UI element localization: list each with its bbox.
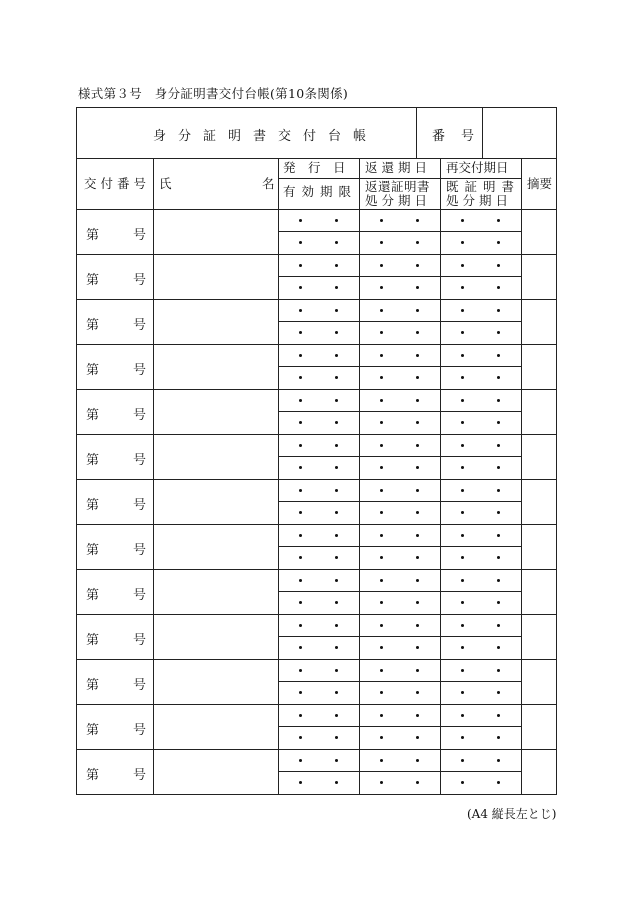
row-prefix: 第: [86, 453, 100, 468]
date-field[interactable]: [441, 502, 520, 524]
row-prefix: 第: [86, 768, 100, 783]
issue-number-field[interactable]: [97, 442, 131, 470]
name-field[interactable]: [154, 344, 278, 389]
date-field[interactable]: [360, 209, 439, 231]
date-field[interactable]: [360, 637, 439, 659]
number-label: 番号: [432, 129, 491, 144]
issue-number-field[interactable]: [97, 532, 131, 560]
date-field[interactable]: [279, 367, 358, 389]
header-valid-until: 有効期限: [283, 184, 358, 199]
date-field[interactable]: [279, 524, 358, 546]
date-field[interactable]: [360, 479, 439, 501]
ledger-table: [76, 107, 557, 795]
name-field[interactable]: [154, 254, 278, 299]
date-field[interactable]: [441, 704, 520, 726]
row-suffix: 号: [133, 498, 147, 513]
date-field[interactable]: [441, 637, 520, 659]
date-field[interactable]: [360, 547, 439, 569]
header-existing-cert-1: 既証明書: [446, 179, 521, 194]
date-field[interactable]: [279, 434, 358, 456]
issue-number-field[interactable]: [97, 487, 131, 515]
row-prefix: 第: [86, 228, 100, 243]
header-existing-cert-2: 処分期日: [446, 193, 513, 208]
remarks-field[interactable]: [522, 299, 556, 344]
date-field[interactable]: [360, 569, 439, 591]
date-field[interactable]: [279, 209, 358, 231]
name-field[interactable]: [154, 209, 278, 254]
row-suffix: 号: [133, 273, 147, 288]
header-issue-number: 交付番号: [84, 176, 151, 191]
date-field[interactable]: [279, 322, 358, 344]
issue-number-field[interactable]: [97, 667, 131, 695]
remarks-field[interactable]: [522, 614, 556, 659]
remarks-field[interactable]: [522, 209, 556, 254]
header-remarks: 摘要: [527, 176, 553, 191]
date-field[interactable]: [279, 277, 358, 299]
table-row: [77, 254, 556, 299]
date-field[interactable]: [360, 727, 439, 749]
name-field[interactable]: [154, 434, 278, 479]
name-field[interactable]: [154, 524, 278, 569]
name-field[interactable]: [154, 659, 278, 704]
table-row: [77, 704, 556, 749]
date-field[interactable]: [360, 254, 439, 276]
date-field[interactable]: [441, 682, 520, 704]
date-field[interactable]: [441, 367, 520, 389]
header-reissue-date: 再交付期日: [446, 160, 509, 175]
row-prefix: 第: [86, 633, 100, 648]
row-prefix: 第: [86, 273, 100, 288]
remarks-field[interactable]: [522, 479, 556, 524]
date-field[interactable]: [441, 457, 520, 479]
name-field[interactable]: [154, 299, 278, 344]
date-field[interactable]: [279, 232, 358, 254]
issue-number-field[interactable]: [97, 262, 131, 290]
issue-number-field[interactable]: [97, 757, 131, 785]
ledger-rows: [77, 209, 556, 794]
date-field[interactable]: [279, 749, 358, 771]
remarks-field[interactable]: [522, 749, 556, 794]
issue-number-field[interactable]: [97, 577, 131, 605]
form-label: 様式第３号 身分証明書交付台帳(第10条関係): [78, 86, 349, 101]
remarks-field[interactable]: [522, 524, 556, 569]
date-field[interactable]: [360, 322, 439, 344]
row-suffix: 号: [133, 768, 147, 783]
remarks-field[interactable]: [522, 704, 556, 749]
date-field[interactable]: [360, 682, 439, 704]
date-field[interactable]: [360, 299, 439, 321]
remarks-field[interactable]: [522, 344, 556, 389]
date-field[interactable]: [441, 569, 520, 591]
row-suffix: 号: [133, 678, 147, 693]
date-field[interactable]: [441, 434, 520, 456]
date-field[interactable]: [279, 479, 358, 501]
row-prefix: 第: [86, 408, 100, 423]
date-field[interactable]: [360, 749, 439, 771]
row-suffix: 号: [133, 633, 147, 648]
table-row: [77, 659, 556, 704]
row-prefix: 第: [86, 318, 100, 333]
date-field[interactable]: [441, 322, 520, 344]
date-field[interactable]: [360, 772, 439, 794]
date-field[interactable]: [441, 614, 520, 636]
date-field[interactable]: [360, 232, 439, 254]
date-field[interactable]: [279, 637, 358, 659]
row-suffix: 号: [133, 228, 147, 243]
number-value-field[interactable]: [482, 108, 556, 158]
date-field[interactable]: [360, 502, 439, 524]
date-field[interactable]: [279, 659, 358, 681]
date-field[interactable]: [360, 524, 439, 546]
name-field[interactable]: [154, 389, 278, 434]
date-field[interactable]: [279, 457, 358, 479]
name-field[interactable]: [154, 479, 278, 524]
date-field[interactable]: [441, 659, 520, 681]
name-field[interactable]: [154, 569, 278, 614]
table-row: [77, 614, 556, 659]
date-field[interactable]: [279, 344, 358, 366]
row-suffix: 号: [133, 453, 147, 468]
issue-number-field[interactable]: [97, 712, 131, 740]
row-prefix: 第: [86, 678, 100, 693]
date-field[interactable]: [360, 457, 439, 479]
date-field[interactable]: [441, 479, 520, 501]
header-issue-date: 発 行 日: [283, 160, 346, 175]
date-field[interactable]: [279, 772, 358, 794]
remarks-field[interactable]: [522, 569, 556, 614]
table-row: [77, 344, 556, 389]
row-suffix: 号: [133, 318, 147, 333]
table-row: [77, 749, 556, 794]
header-name-left: 氏: [159, 176, 172, 191]
row-prefix: 第: [86, 363, 100, 378]
date-field[interactable]: [279, 727, 358, 749]
date-field[interactable]: [279, 389, 358, 411]
date-field[interactable]: [360, 389, 439, 411]
row-suffix: 号: [133, 543, 147, 558]
row-prefix: 第: [86, 588, 100, 603]
number-label-cell: [416, 108, 491, 158]
date-field[interactable]: [441, 412, 520, 434]
issue-number-field[interactable]: [97, 352, 131, 380]
header-name-right: 名: [262, 176, 275, 191]
date-field[interactable]: [360, 659, 439, 681]
date-field[interactable]: [360, 344, 439, 366]
date-field[interactable]: [441, 232, 520, 254]
issue-number-field[interactable]: [97, 217, 131, 245]
name-field[interactable]: [154, 614, 278, 659]
table-row: [77, 569, 556, 614]
date-field[interactable]: [279, 547, 358, 569]
remarks-field[interactable]: [522, 659, 556, 704]
date-field[interactable]: [360, 592, 439, 614]
date-field[interactable]: [279, 569, 358, 591]
remarks-field[interactable]: [522, 254, 556, 299]
remarks-field[interactable]: [522, 434, 556, 479]
row-suffix: 号: [133, 723, 147, 738]
date-field[interactable]: [360, 614, 439, 636]
title-row: [77, 108, 556, 159]
date-field[interactable]: [360, 412, 439, 434]
issue-number-field[interactable]: [97, 397, 131, 425]
date-field[interactable]: [279, 592, 358, 614]
name-field[interactable]: [154, 704, 278, 749]
date-field[interactable]: [441, 547, 520, 569]
header-row: [77, 158, 556, 210]
date-field[interactable]: [441, 299, 520, 321]
ledger-title: 身分証明書交付台帳: [153, 129, 379, 144]
date-field[interactable]: [441, 727, 520, 749]
name-field[interactable]: [154, 749, 278, 794]
header-return-cert-1: 返還証明書: [365, 179, 431, 194]
row-suffix: 号: [133, 363, 147, 378]
date-field[interactable]: [279, 254, 358, 276]
issue-number-field[interactable]: [97, 622, 131, 650]
date-field[interactable]: [360, 704, 439, 726]
table-row: [77, 479, 556, 524]
date-field[interactable]: [279, 502, 358, 524]
table-row: [77, 209, 556, 254]
table-row: [77, 389, 556, 434]
footer-note: (A4 縦長左とじ): [467, 807, 557, 821]
date-field[interactable]: [360, 434, 439, 456]
date-field[interactable]: [441, 344, 520, 366]
date-field[interactable]: [441, 592, 520, 614]
table-row: [77, 524, 556, 569]
row-prefix: 第: [86, 543, 100, 558]
date-field[interactable]: [279, 299, 358, 321]
row-suffix: 号: [133, 408, 147, 423]
remarks-field[interactable]: [522, 389, 556, 434]
table-row: [77, 434, 556, 479]
date-field[interactable]: [279, 412, 358, 434]
date-field[interactable]: [360, 277, 439, 299]
date-field[interactable]: [360, 367, 439, 389]
date-field[interactable]: [279, 682, 358, 704]
date-field[interactable]: [441, 772, 520, 794]
date-field[interactable]: [441, 254, 520, 276]
date-field[interactable]: [441, 209, 520, 231]
header-return-cert-2: 処分期日: [365, 193, 432, 208]
date-field[interactable]: [441, 389, 520, 411]
date-field[interactable]: [279, 614, 358, 636]
date-field[interactable]: [441, 277, 520, 299]
date-field[interactable]: [441, 749, 520, 771]
date-field[interactable]: [441, 524, 520, 546]
row-suffix: 号: [133, 588, 147, 603]
row-prefix: 第: [86, 498, 100, 513]
table-row: [77, 299, 556, 344]
date-field[interactable]: [279, 704, 358, 726]
row-prefix: 第: [86, 723, 100, 738]
header-return-date: 返還期日: [365, 160, 432, 175]
issue-number-field[interactable]: [97, 307, 131, 335]
